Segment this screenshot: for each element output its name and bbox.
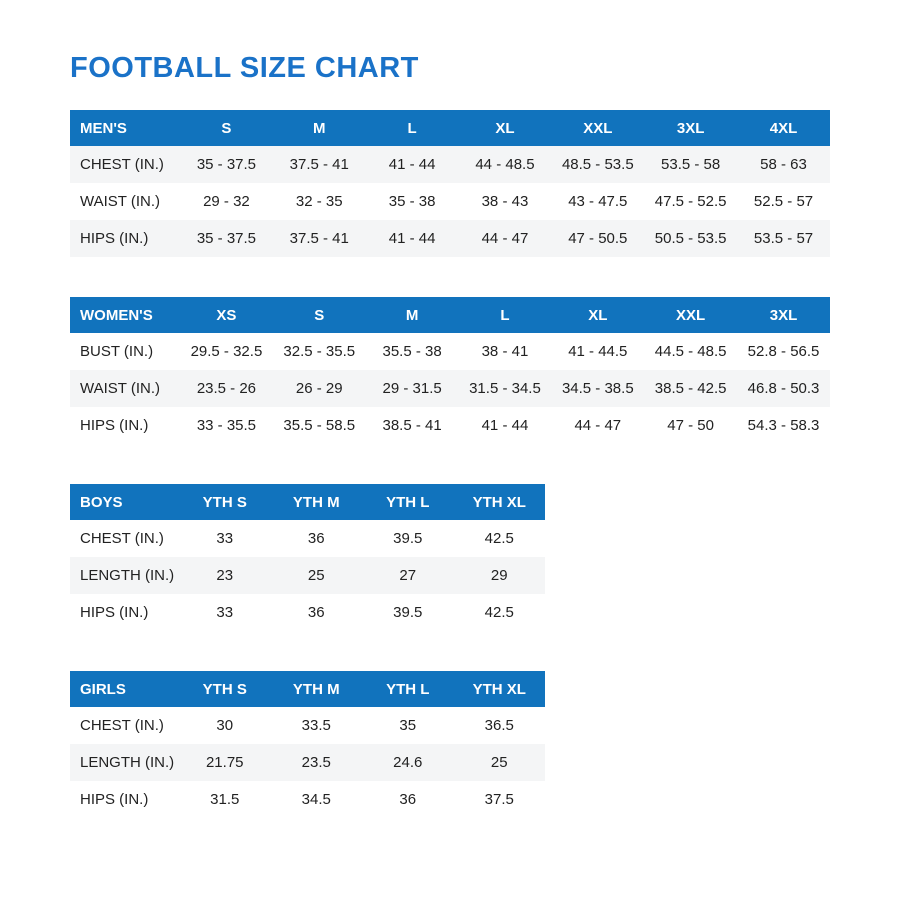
- cell-value: 36: [307, 604, 325, 621]
- boys-table-row: [70, 557, 545, 594]
- girls-size-column-header: YTH S: [202, 680, 247, 698]
- cell-value: 50.5 - 53.5: [654, 230, 727, 247]
- cell-value: 38 - 43: [481, 193, 529, 210]
- cell-value: 33: [216, 530, 234, 547]
- cell-value: 31.5 - 34.5: [469, 380, 541, 397]
- cell-value: 35.5 - 38: [382, 343, 442, 360]
- cell-value: 29: [490, 567, 508, 584]
- womens-table-row: [70, 407, 830, 444]
- cell-value: 41 - 44: [388, 156, 436, 173]
- girls-size-column-header: YTH L: [386, 680, 430, 698]
- row-label: WAIST (IN.): [80, 193, 160, 210]
- mens-table-row: [70, 183, 830, 220]
- cell-value: 24.6: [393, 754, 423, 771]
- cell-value: 39.5: [393, 530, 423, 547]
- cell-value: 35: [399, 717, 417, 734]
- cell-value: 38 - 41: [481, 343, 529, 360]
- cell-value: 33: [216, 604, 234, 621]
- cell-value: 43 - 47.5: [568, 193, 628, 210]
- womens-size-column-header: XXL: [676, 306, 706, 324]
- cell-value: 37.5 - 41: [289, 156, 349, 173]
- page-title: FOOTBALL SIZE CHART: [70, 52, 419, 84]
- cell-value: 38.5 - 42.5: [654, 380, 727, 397]
- cell-value: 54.3 - 58.3: [747, 417, 820, 434]
- mens-size-column-header: M: [313, 119, 326, 137]
- cell-value: 52.8 - 56.5: [747, 343, 820, 360]
- womens-table-row: [70, 333, 830, 370]
- row-label: HIPS (IN.): [80, 417, 149, 434]
- cell-value: 47 - 50: [667, 417, 714, 434]
- row-label: CHEST (IN.): [80, 717, 164, 734]
- cell-value: 35 - 37.5: [196, 230, 257, 247]
- row-label: WAIST (IN.): [80, 380, 160, 397]
- boys-size-column-header: YTH M: [292, 493, 340, 511]
- cell-value: 42.5: [484, 530, 514, 547]
- mens-size-column-header: XXL: [583, 119, 613, 137]
- cell-value: 33.5: [301, 717, 331, 734]
- girls-table-row: [70, 707, 545, 744]
- mens-size-column-header: 4XL: [769, 119, 798, 137]
- cell-value: 58 - 63: [760, 156, 807, 173]
- womens-size-column-header: XL: [588, 306, 608, 324]
- cell-value: 36: [399, 791, 417, 808]
- girls-header-row: [70, 671, 545, 707]
- cell-value: 52.5 - 57: [753, 193, 814, 210]
- cell-value: 23.5: [301, 754, 331, 771]
- womens-table-row: [70, 370, 830, 407]
- cell-value: 29.5 - 32.5: [190, 343, 263, 360]
- cell-value: 44 - 47: [481, 230, 529, 247]
- cell-value: 39.5: [393, 604, 423, 621]
- cell-value: 44 - 48.5: [475, 156, 535, 173]
- mens-header-row: [70, 110, 830, 146]
- cell-value: 48.5 - 53.5: [561, 156, 634, 173]
- cell-value: 47 - 50.5: [568, 230, 628, 247]
- girls-size-table: [70, 671, 545, 818]
- row-label: HIPS (IN.): [80, 791, 149, 808]
- womens-size-column-header: S: [314, 306, 325, 324]
- boys-header-row: [70, 484, 545, 520]
- cell-value: 30: [216, 717, 234, 734]
- mens-size-column-header: L: [407, 119, 417, 137]
- mens-size-column-header: S: [221, 119, 232, 137]
- row-label: HIPS (IN.): [80, 604, 149, 621]
- boys-table-row: [70, 520, 545, 557]
- cell-value: 34.5 - 38.5: [561, 380, 634, 397]
- womens-header-row: [70, 297, 830, 333]
- womens-group-label: WOMEN'S: [80, 306, 153, 324]
- cell-value: 35 - 37.5: [196, 156, 257, 173]
- mens-table-row: [70, 146, 830, 183]
- cell-value: 26 - 29: [295, 380, 343, 397]
- cell-value: 23.5 - 26: [196, 380, 257, 397]
- cell-value: 37.5: [484, 791, 514, 808]
- womens-size-table: [70, 297, 830, 444]
- mens-size-table: [70, 110, 830, 257]
- boys-table-row: [70, 594, 545, 631]
- cell-value: 27: [399, 567, 417, 584]
- cell-value: 46.8 - 50.3: [747, 380, 820, 397]
- row-label: LENGTH (IN.): [80, 567, 175, 584]
- cell-value: 44 - 47: [574, 417, 622, 434]
- row-label: BUST (IN.): [80, 343, 154, 360]
- cell-value: 34.5: [301, 791, 331, 808]
- cell-value: 35 - 38: [388, 193, 436, 210]
- boys-size-column-header: YTH XL: [472, 493, 526, 511]
- row-label: HIPS (IN.): [80, 230, 149, 247]
- cell-value: 23: [216, 567, 234, 584]
- mens-size-column-header: XL: [495, 119, 515, 137]
- womens-size-column-header: M: [405, 306, 419, 324]
- cell-value: 41 - 44: [481, 417, 529, 434]
- boys-size-table: [70, 484, 545, 631]
- row-label: LENGTH (IN.): [80, 754, 175, 771]
- girls-size-column-header: YTH M: [292, 680, 340, 698]
- girls-table-row: [70, 744, 545, 781]
- mens-size-column-header: 3XL: [676, 119, 705, 137]
- boys-size-column-header: YTH L: [386, 493, 430, 511]
- womens-size-column-header: XS: [216, 306, 237, 324]
- boys-group-label: BOYS: [80, 493, 123, 511]
- cell-value: 38.5 - 41: [382, 417, 442, 434]
- cell-value: 41 - 44: [388, 230, 436, 247]
- cell-value: 47.5 - 52.5: [654, 193, 727, 210]
- mens-group-label: MEN'S: [80, 119, 127, 137]
- cell-value: 33 - 35.5: [196, 417, 257, 434]
- cell-value: 21.75: [205, 754, 244, 771]
- girls-table-row: [70, 781, 545, 818]
- row-label: CHEST (IN.): [80, 530, 164, 547]
- cell-value: 32.5 - 35.5: [283, 343, 356, 360]
- cell-value: 53.5 - 58: [661, 156, 721, 173]
- cell-value: 29 - 32: [203, 193, 250, 210]
- cell-value: 37.5 - 41: [289, 230, 349, 247]
- cell-value: 32 - 35: [295, 193, 343, 210]
- cell-value: 53.5 - 57: [753, 230, 814, 247]
- mens-table-row: [70, 220, 830, 257]
- womens-size-column-header: L: [500, 306, 510, 324]
- cell-value: 36.5: [484, 717, 514, 734]
- cell-value: 42.5: [484, 604, 514, 621]
- cell-value: 31.5: [210, 791, 240, 808]
- cell-value: 35.5 - 58.5: [283, 417, 356, 434]
- tables-container: [0, 84, 900, 818]
- cell-value: 41 - 44.5: [568, 343, 628, 360]
- womens-size-column-header: 3XL: [769, 306, 798, 324]
- girls-size-column-header: YTH XL: [472, 680, 526, 698]
- boys-size-column-header: YTH S: [202, 493, 247, 511]
- girls-group-label: GIRLS: [80, 680, 126, 698]
- cell-value: 44.5 - 48.5: [654, 343, 727, 360]
- cell-value: 25: [307, 567, 325, 584]
- cell-value: 29 - 31.5: [382, 380, 442, 397]
- cell-value: 25: [490, 754, 508, 771]
- cell-value: 36: [307, 530, 325, 547]
- row-label: CHEST (IN.): [80, 156, 164, 173]
